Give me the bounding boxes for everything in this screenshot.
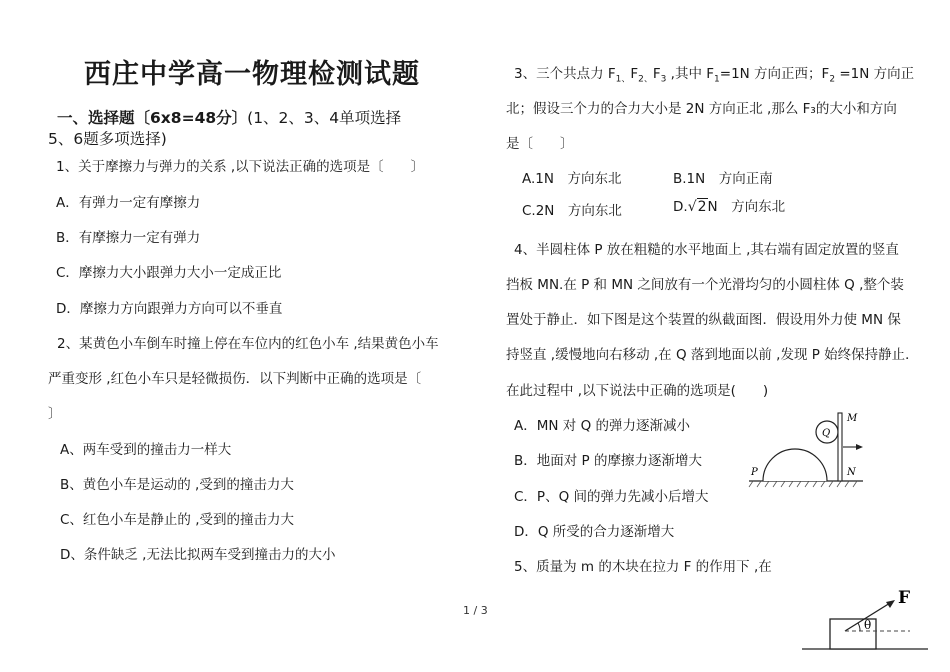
q3-option-d: D.√2N 方向东北 — [673, 199, 786, 215]
question-5-stem: 5、质量为 m 的木块在拉力 F 的作用下 ,在 — [514, 559, 772, 575]
question-2-stem-line1: 2、某黄色小车倒车时撞上停在车位内的红色小车 ,结果黄色小车 — [57, 336, 439, 352]
q2-option-a: A、两车受到的撞击力一样大 — [60, 442, 232, 458]
question-2-stem-line2: 严重变形 ,红色小车只是轻微损伤．以下判断中正确的选项是〔 — [48, 371, 422, 387]
question-4-stem-line4: 持竖直 ,缓慢地向右移动 ,在 Q 落到地面以前 ,发现 P 始终保持静止． — [506, 347, 919, 363]
label-q: Q — [822, 428, 831, 439]
page-number: 1 / 3 — [463, 604, 488, 617]
q1-option-b: B．有摩擦力一定有弹力 — [56, 230, 201, 246]
question-3-stem-line2: 北；假设三个力的合力大小是 2N 方向正北 ,那么 F₃的大小和方向 — [506, 101, 897, 117]
ground-hatch — [749, 481, 857, 487]
half-cylinder-p — [763, 449, 827, 481]
label-theta: θ — [864, 618, 872, 632]
label-p: P — [751, 467, 758, 478]
q4-option-c: C．P、Q 间的弹力先减小后增大 — [514, 489, 709, 505]
q1-option-c: C．摩擦力大小跟弹力大小一定成正比 — [56, 265, 282, 281]
q4-option-b: B．地面对 P 的摩擦力逐渐增大 — [514, 453, 702, 469]
q4-figure — [745, 405, 875, 490]
q5-figure — [800, 585, 930, 672]
section-label: 一、选择题 — [57, 109, 135, 127]
question-3-stem-line3: 是〔 〕 — [506, 136, 574, 152]
section-note-line2: 5、6题多项选择) — [48, 130, 167, 148]
q3-option-a: A.1N 方向东北 — [522, 171, 622, 187]
question-4-stem-line2: 挡板 MN.在 P 和 MN 之间放有一个光滑均匀的小圆柱体 Q ,整个装 — [506, 277, 904, 293]
question-4-stem-line5: 在此过程中 ,以下说法中正确的选项是( ) — [506, 383, 769, 399]
section-score: 〔6x8=48分〕 — [134, 109, 248, 127]
q3-option-b: B.1N 方向正南 — [673, 171, 773, 187]
sqrt-symbol: √2 — [687, 199, 707, 215]
section-note: (1、2、3、4单项选择 — [247, 109, 402, 127]
question-4-stem-line3: 置处于静止．如下图是这个装置的纵截面图．假设用外力使 MN 保 — [506, 312, 901, 328]
question-2-stem-line3: 〕 — [48, 406, 62, 422]
question-4-stem-line1: 4、半圆柱体 P 放在粗糙的水平地面上 ,其右端有固定放置的竖直 — [514, 242, 899, 258]
board-mn — [838, 413, 842, 481]
section-header — [57, 106, 401, 128]
label-m: M — [847, 413, 858, 424]
q2-option-c: C、红色小车是静止的 ,受到的撞击力大 — [60, 512, 295, 528]
q4-option-d: D．Q 所受的合力逐渐增大 — [514, 524, 675, 540]
q3-option-c: C.2N 方向东北 — [522, 203, 622, 219]
push-arrow-head — [856, 444, 863, 450]
label-f: F — [898, 588, 911, 608]
label-n: N — [847, 467, 856, 478]
force-f-head — [886, 600, 895, 608]
question-3-stem-line1: 3、三个共点力 $F_{1、}F_{2、}F_3$ ,其中 $F_1=1N$ 方向正西；$F_2 =1N$ 方向正 — [514, 66, 915, 85]
q1-option-d: D．摩擦力方向跟弹力方向可以不垂直 — [56, 301, 283, 317]
q2-option-b: B、黄色小车是运动的 ,受到的撞击力大 — [60, 477, 294, 493]
q1-option-a: A．有弹力一定有摩擦力 — [56, 195, 201, 211]
q2-option-d: D、条件缺乏 ,无法比拟两车受到撞击力的大小 — [60, 547, 336, 563]
q4-option-a: A．MN 对 Q 的弹力逐渐减小 — [514, 418, 690, 434]
page-title: 西庄中学高一物理检测试题 — [84, 59, 420, 90]
question-1-stem: 1、关于摩擦力与弹力的关系 ,以下说法正确的选项是〔 〕 — [56, 159, 425, 175]
